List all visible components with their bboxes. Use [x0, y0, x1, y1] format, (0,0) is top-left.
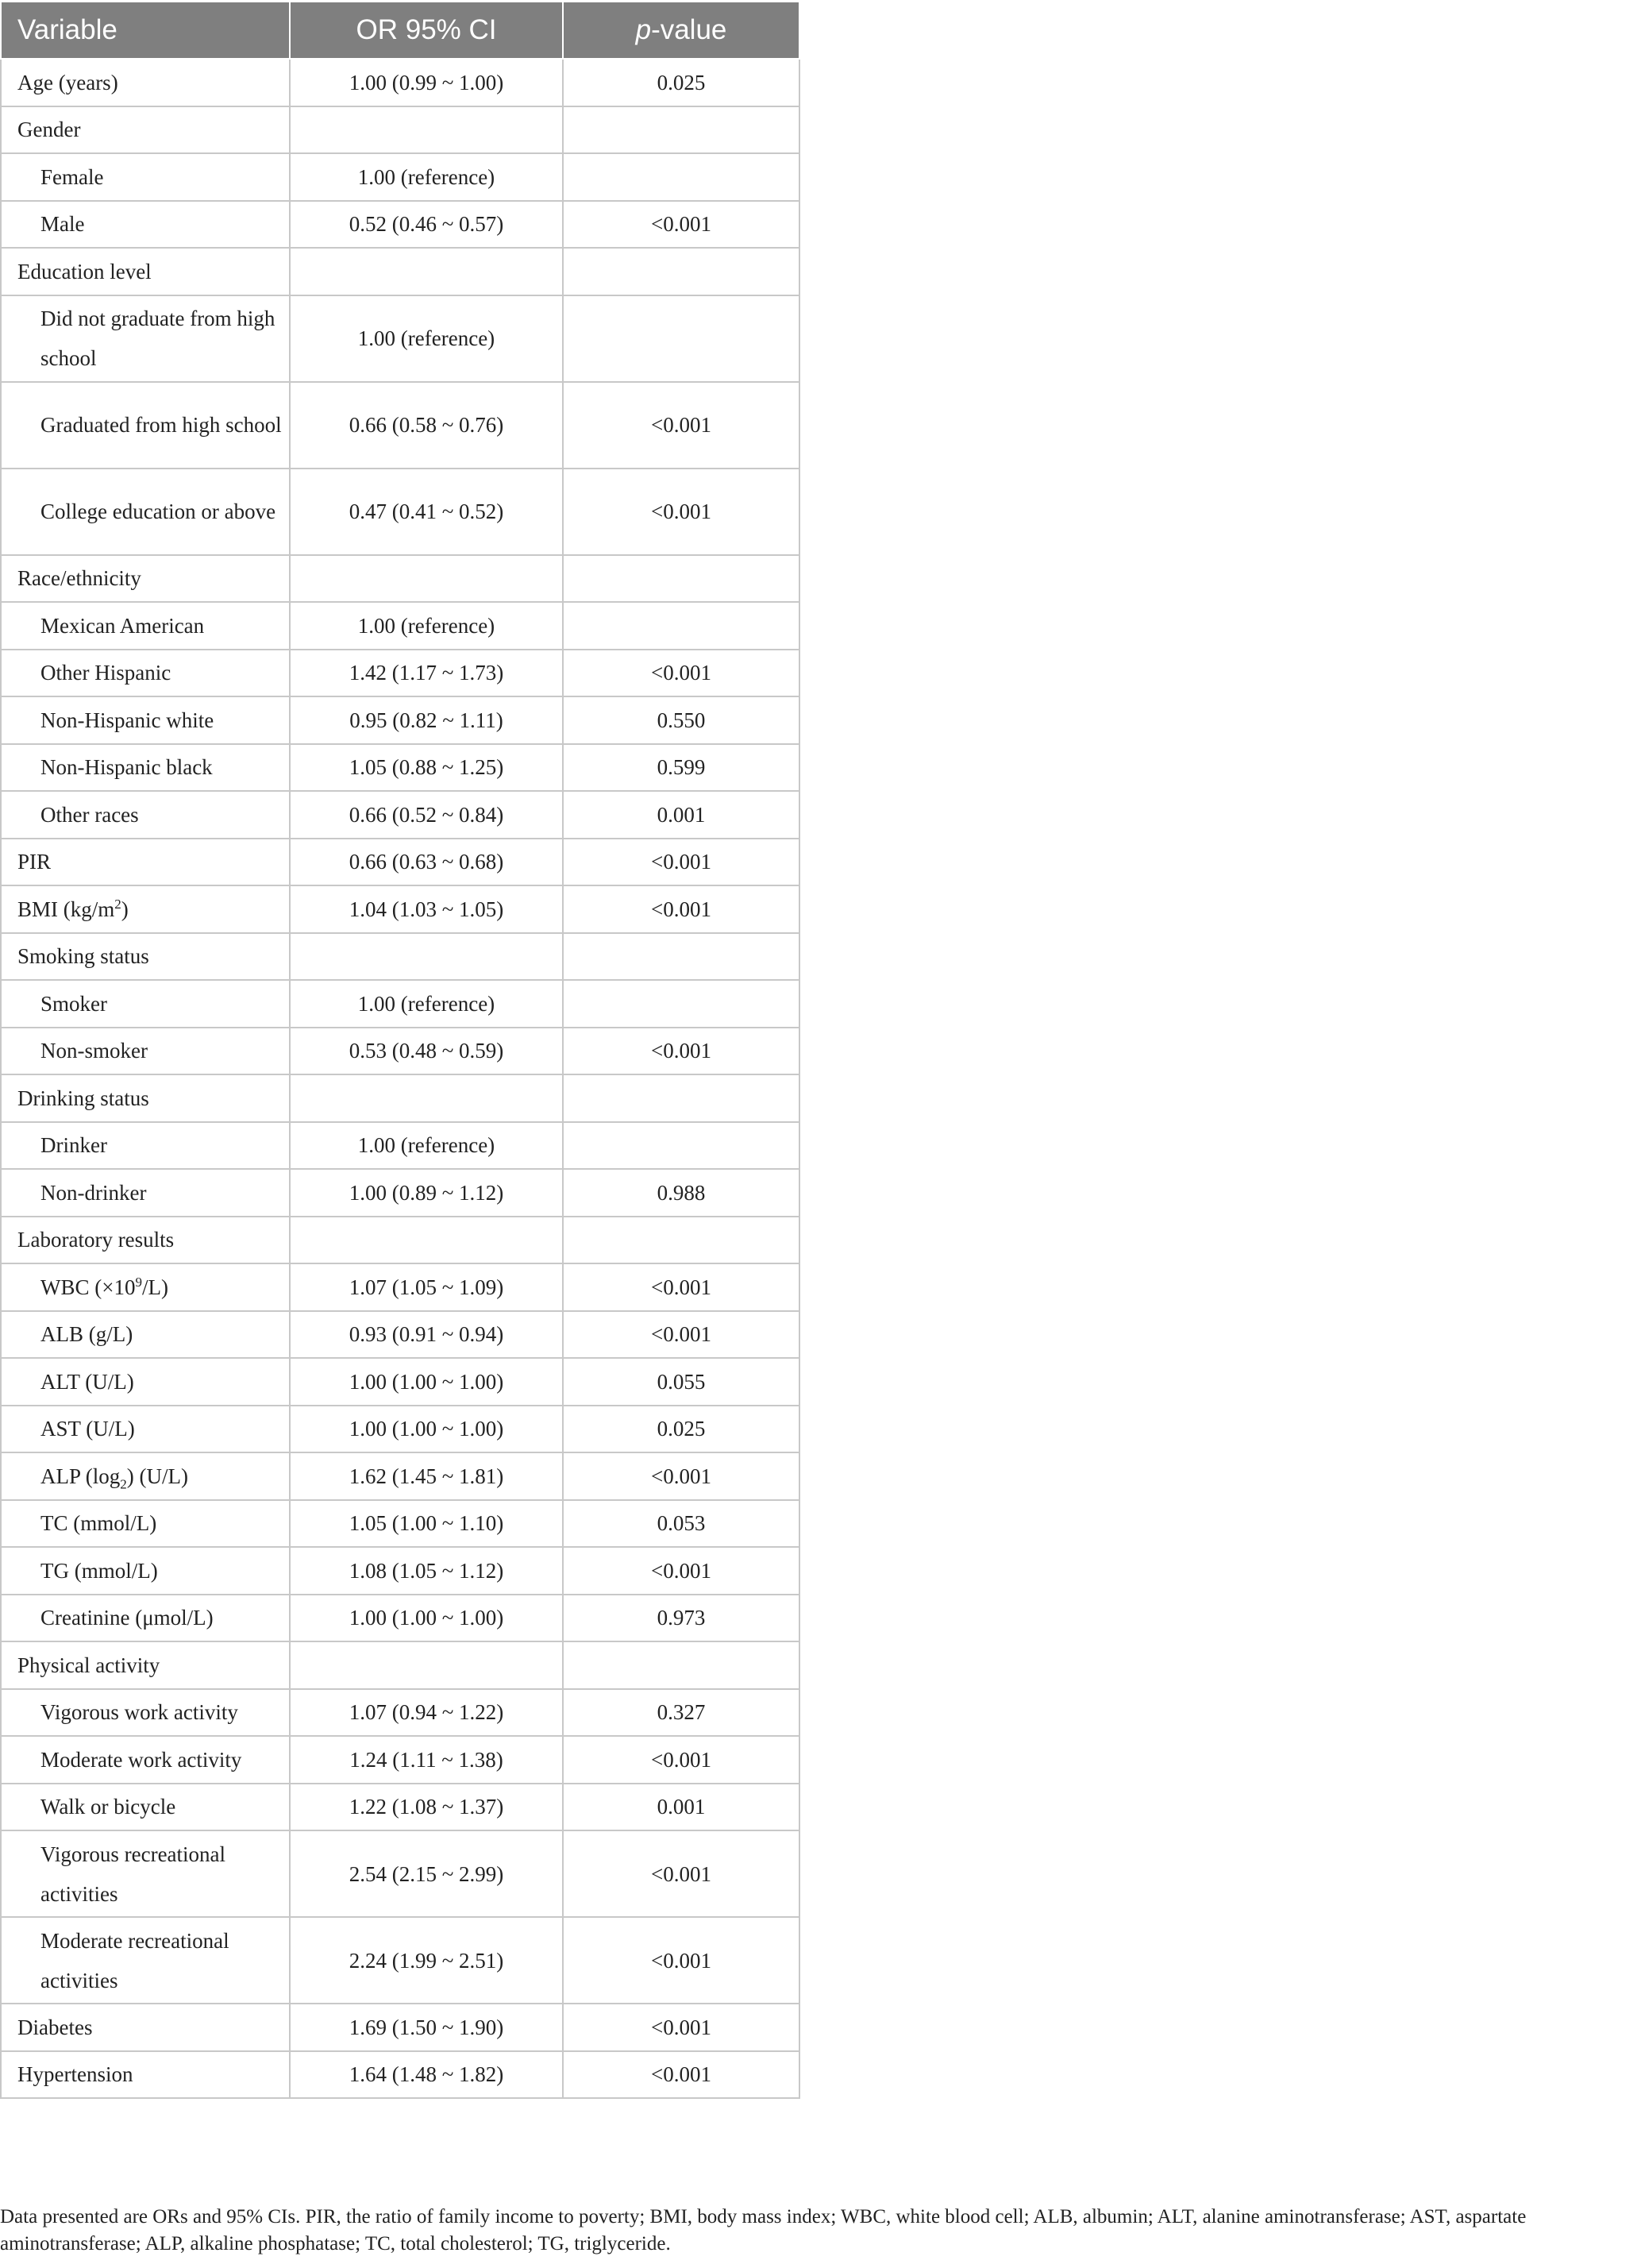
cell-or-ci: 2.54 (2.15 ~ 2.99)	[290, 1830, 563, 1917]
table-group-row	[1, 555, 799, 603]
cell-variable: Creatinine (μmol/L)	[1, 1595, 290, 1642]
cell-p-value: 0.973	[563, 1595, 799, 1642]
cell-p-value: <0.001	[563, 839, 799, 886]
cell-p-value: <0.001	[563, 2004, 799, 2051]
table-row	[1, 2004, 799, 2051]
cell-variable: Non-drinker	[1, 1169, 290, 1217]
header-or-ci: OR 95% CI	[290, 2, 563, 59]
table-row	[1, 1358, 799, 1406]
table-group-row	[1, 1217, 799, 1264]
cell-variable: Walk or bicycle	[1, 1784, 290, 1831]
cell-p-value: <0.001	[563, 1311, 799, 1359]
table-row	[1, 885, 799, 933]
cell-p-value: 0.599	[563, 744, 799, 792]
cell-variable: Smoker	[1, 980, 290, 1028]
table-row	[1, 1689, 799, 1737]
cell-or-ci: 1.42 (1.17 ~ 1.73)	[290, 650, 563, 697]
cell-variable: Moderate work activity	[1, 1736, 290, 1784]
table-group-row	[1, 1074, 799, 1122]
table-row	[1, 153, 799, 201]
cell-p-value: <0.001	[563, 650, 799, 697]
cell-p-value	[563, 153, 799, 201]
variable-label-text: WBC (×10	[40, 1275, 136, 1299]
cell-p-value: 0.025	[563, 59, 799, 106]
cell-or-ci: 1.00 (1.00 ~ 1.00)	[290, 1406, 563, 1453]
cell-or-ci: 0.93 (0.91 ~ 0.94)	[290, 1311, 563, 1359]
cell-variable: Physical activity	[1, 1641, 290, 1689]
table-row	[1, 696, 799, 744]
cell-or-ci	[290, 1074, 563, 1122]
cell-or-ci: 1.04 (1.03 ~ 1.05)	[290, 885, 563, 933]
cell-p-value	[563, 980, 799, 1028]
cell-or-ci: 1.00 (reference)	[290, 153, 563, 201]
cell-or-ci: 2.24 (1.99 ~ 2.51)	[290, 1917, 563, 2004]
cell-or-ci: 1.00 (1.00 ~ 1.00)	[290, 1595, 563, 1642]
cell-variable	[1, 885, 290, 933]
results-table-container	[0, 2, 799, 2099]
table-row	[1, 1028, 799, 1075]
cell-or-ci	[290, 1217, 563, 1264]
cell-variable: TG (mmol/L)	[1, 1547, 290, 1595]
cell-or-ci: 0.47 (0.41 ~ 0.52)	[290, 469, 563, 555]
table-row	[1, 1917, 799, 2004]
table-row	[1, 469, 799, 555]
cell-or-ci: 1.08 (1.05 ~ 1.12)	[290, 1547, 563, 1595]
table-group-row	[1, 933, 799, 981]
table-group-row	[1, 1641, 799, 1689]
table-row	[1, 744, 799, 792]
cell-variable: Education level	[1, 248, 290, 295]
table-row	[1, 1406, 799, 1453]
cell-p-value	[563, 248, 799, 295]
cell-variable: College education or above	[1, 469, 290, 555]
variable-label-text: BMI (kg/m	[17, 897, 115, 921]
cell-variable: Vigorous work activity	[1, 1689, 290, 1737]
cell-variable: Laboratory results	[1, 1217, 290, 1264]
cell-variable: Gender	[1, 106, 290, 154]
cell-or-ci: 0.66 (0.63 ~ 0.68)	[290, 839, 563, 886]
cell-or-ci: 1.05 (1.00 ~ 1.10)	[290, 1500, 563, 1548]
cell-p-value: 0.001	[563, 1784, 799, 1831]
cell-variable: Other Hispanic	[1, 650, 290, 697]
cell-p-value: <0.001	[563, 1547, 799, 1595]
cell-p-value	[563, 106, 799, 154]
cell-p-value	[563, 295, 799, 382]
table-row	[1, 295, 799, 382]
cell-or-ci	[290, 248, 563, 295]
odds-ratio-table	[0, 2, 800, 2099]
cell-p-value: 0.053	[563, 1500, 799, 1548]
cell-variable: AST (U/L)	[1, 1406, 290, 1453]
table-row	[1, 2051, 799, 2099]
cell-p-value: <0.001	[563, 885, 799, 933]
cell-or-ci: 0.52 (0.46 ~ 0.57)	[290, 201, 563, 249]
cell-p-value: <0.001	[563, 469, 799, 555]
variable-subscript: 2	[120, 1476, 127, 1492]
cell-or-ci: 0.53 (0.48 ~ 0.59)	[290, 1028, 563, 1075]
cell-or-ci: 1.62 (1.45 ~ 1.81)	[290, 1452, 563, 1500]
cell-or-ci	[290, 933, 563, 981]
cell-variable: Male	[1, 201, 290, 249]
cell-or-ci: 1.00 (0.89 ~ 1.12)	[290, 1169, 563, 1217]
cell-p-value: <0.001	[563, 1028, 799, 1075]
cell-or-ci: 1.00 (0.99 ~ 1.00)	[290, 59, 563, 106]
cell-p-value: <0.001	[563, 1917, 799, 2004]
cell-or-ci: 1.00 (1.00 ~ 1.00)	[290, 1358, 563, 1406]
cell-or-ci: 1.69 (1.50 ~ 1.90)	[290, 2004, 563, 2051]
cell-or-ci: 1.22 (1.08 ~ 1.37)	[290, 1784, 563, 1831]
cell-or-ci: 1.00 (reference)	[290, 602, 563, 650]
cell-variable: Drinking status	[1, 1074, 290, 1122]
header-p-italic: p	[635, 14, 652, 45]
cell-or-ci: 1.00 (reference)	[290, 295, 563, 382]
cell-variable: TC (mmol/L)	[1, 1500, 290, 1548]
cell-variable: Other races	[1, 791, 290, 839]
cell-variable: PIR	[1, 839, 290, 886]
cell-p-value	[563, 1074, 799, 1122]
table-row	[1, 1595, 799, 1642]
table-row	[1, 201, 799, 249]
table-row	[1, 1500, 799, 1548]
cell-or-ci	[290, 1641, 563, 1689]
variable-superscript: 2	[114, 896, 121, 912]
cell-variable	[1, 1452, 290, 1500]
cell-p-value: <0.001	[563, 1263, 799, 1311]
table-row	[1, 1169, 799, 1217]
cell-or-ci: 1.05 (0.88 ~ 1.25)	[290, 744, 563, 792]
table-row	[1, 791, 799, 839]
cell-or-ci: 1.00 (reference)	[290, 1122, 563, 1170]
variable-label-text: ) (U/L)	[126, 1464, 188, 1488]
cell-p-value: <0.001	[563, 382, 799, 469]
cell-p-value: 0.988	[563, 1169, 799, 1217]
cell-variable: Hypertension	[1, 2051, 290, 2099]
cell-or-ci: 1.00 (reference)	[290, 980, 563, 1028]
cell-variable: Moderate recreational activities	[1, 1917, 290, 2004]
table-row	[1, 980, 799, 1028]
cell-variable: Non-Hispanic black	[1, 744, 290, 792]
cell-or-ci: 1.64 (1.48 ~ 1.82)	[290, 2051, 563, 2099]
table-footnote: Data presented are ORs and 95% CIs. PIR, the ratio of family income to poverty; BMI, body mass index; WBC, white blood cell; ALB, albumin; ALT, alanine aminotransferase; AST, aspartate aminotransferase; ALP, alkaline phosphatase; TC, total cholesterol; TG, triglyceride.	[0, 2206, 1527, 2254]
cell-or-ci: 1.07 (1.05 ~ 1.09)	[290, 1263, 563, 1311]
table-row	[1, 602, 799, 650]
cell-variable: Drinker	[1, 1122, 290, 1170]
cell-p-value: 0.055	[563, 1358, 799, 1406]
cell-p-value: 0.025	[563, 1406, 799, 1453]
cell-or-ci	[290, 106, 563, 154]
cell-variable: Graduated from high school	[1, 382, 290, 469]
table-row	[1, 382, 799, 469]
cell-variable: ALT (U/L)	[1, 1358, 290, 1406]
table-row	[1, 650, 799, 697]
table-row	[1, 1784, 799, 1831]
header-p-value	[563, 2, 799, 59]
table-header-row	[1, 2, 799, 59]
cell-variable: Vigorous recreational activities	[1, 1830, 290, 1917]
cell-or-ci	[290, 555, 563, 603]
table-row	[1, 1547, 799, 1595]
cell-p-value: <0.001	[563, 201, 799, 249]
variable-label-text: )	[121, 897, 129, 921]
cell-p-value	[563, 1641, 799, 1689]
header-variable: Variable	[1, 2, 290, 59]
cell-variable: Did not graduate from high school	[1, 295, 290, 382]
cell-or-ci: 1.24 (1.11 ~ 1.38)	[290, 1736, 563, 1784]
table-row	[1, 1452, 799, 1500]
cell-or-ci: 0.66 (0.52 ~ 0.84)	[290, 791, 563, 839]
variable-label-text: /L)	[141, 1275, 168, 1299]
table-row	[1, 1830, 799, 1917]
table-group-row	[1, 106, 799, 154]
cell-p-value: <0.001	[563, 1452, 799, 1500]
header-p-rest: -value	[651, 14, 727, 45]
table-row	[1, 1311, 799, 1359]
cell-variable	[1, 1263, 290, 1311]
cell-variable: Race/ethnicity	[1, 555, 290, 603]
cell-p-value	[563, 1217, 799, 1264]
cell-variable: Mexican American	[1, 602, 290, 650]
table-row	[1, 1122, 799, 1170]
cell-p-value	[563, 555, 799, 603]
cell-p-value	[563, 933, 799, 981]
table-row	[1, 1263, 799, 1311]
cell-variable: Non-Hispanic white	[1, 696, 290, 744]
variable-label-text: ALP (log	[40, 1464, 121, 1488]
cell-variable: Diabetes	[1, 2004, 290, 2051]
table-row	[1, 1736, 799, 1784]
table-row	[1, 59, 799, 106]
table-body	[1, 59, 799, 2098]
cell-variable: Age (years)	[1, 59, 290, 106]
cell-variable: Non-smoker	[1, 1028, 290, 1075]
cell-p-value: <0.001	[563, 1830, 799, 1917]
cell-p-value	[563, 602, 799, 650]
cell-or-ci: 1.07 (0.94 ~ 1.22)	[290, 1689, 563, 1737]
variable-superscript: 9	[135, 1274, 142, 1290]
cell-p-value: 0.001	[563, 791, 799, 839]
cell-p-value: 0.550	[563, 696, 799, 744]
table-group-row	[1, 248, 799, 295]
cell-variable: Smoking status	[1, 933, 290, 981]
cell-variable: ALB (g/L)	[1, 1311, 290, 1359]
cell-variable: Female	[1, 153, 290, 201]
cell-p-value: <0.001	[563, 1736, 799, 1784]
cell-p-value	[563, 1122, 799, 1170]
cell-or-ci: 0.95 (0.82 ~ 1.11)	[290, 696, 563, 744]
cell-or-ci: 0.66 (0.58 ~ 0.76)	[290, 382, 563, 469]
cell-p-value: <0.001	[563, 2051, 799, 2099]
table-row	[1, 839, 799, 886]
cell-p-value: 0.327	[563, 1689, 799, 1737]
